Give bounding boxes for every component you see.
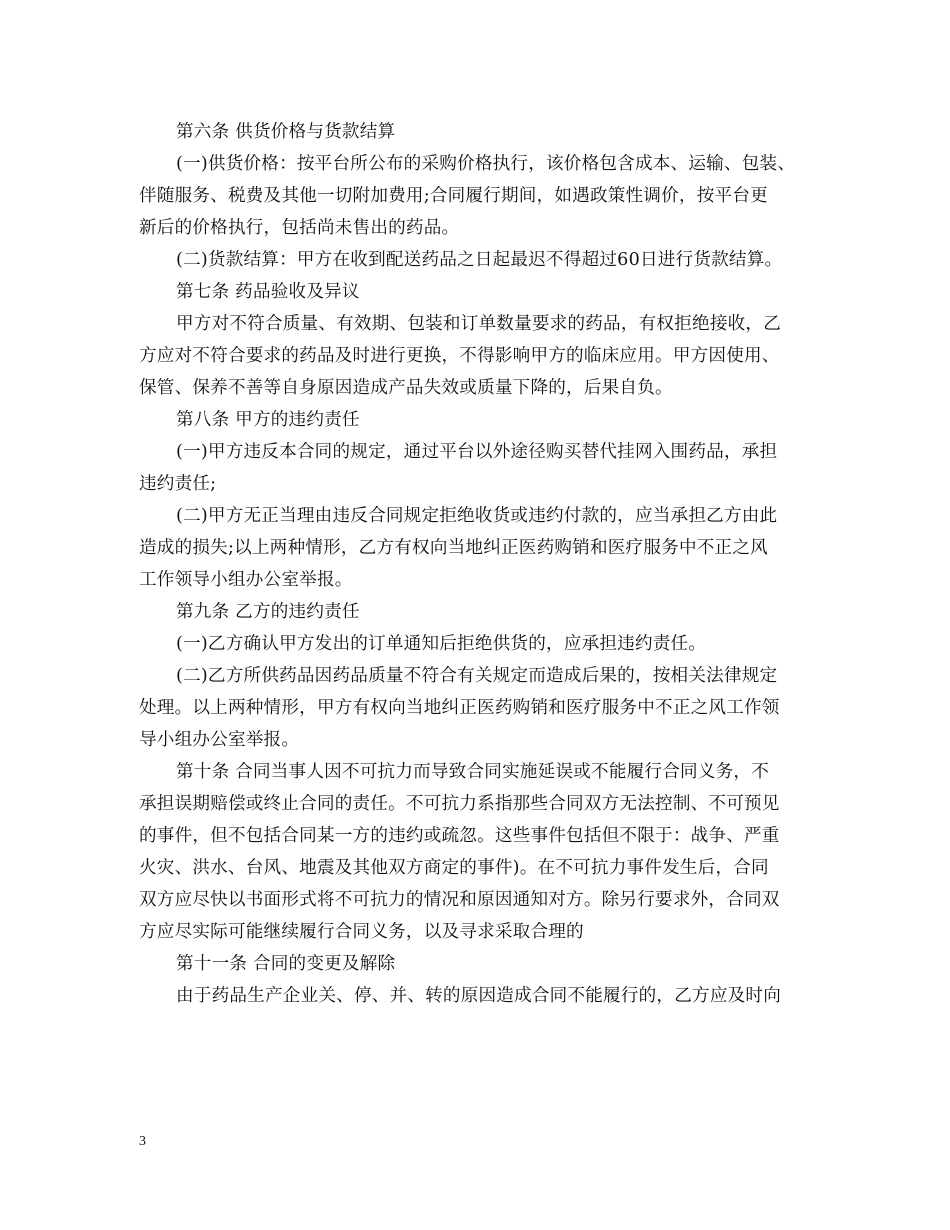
- paragraph-line: 由于药品生产企业关、停、并、转的原因造成合同不能履行的，乙方应及时向: [176, 986, 781, 1006]
- paragraph-line: 甲方对不符合质量、有效期、包装和订单数量要求的药品，有权拒绝接收，乙: [176, 314, 781, 334]
- paragraph-line: (一)乙方确认甲方发出的订单通知后拒绝供货的，应承担违约责任。: [176, 634, 707, 654]
- paragraph-line: 伴随服务、税费及其他一切附加费用;合同履行期间，如遇政策性调价，按平台更: [139, 186, 768, 206]
- article-heading: 第六条 供货价格与货款结算: [176, 122, 396, 142]
- paragraph-line: (一)供货价格：按平台所公布的采购价格执行，该价格包含成本、运输、包装、: [176, 154, 796, 174]
- article-heading: 第九条 乙方的违约责任: [176, 602, 360, 622]
- document-body: [139, 116, 829, 1012]
- paragraph-line: 承担误期赔偿或终止合同的责任。不可抗力系指那些合同双方无法控制、不可预见: [139, 794, 780, 814]
- page-number: 3: [139, 1134, 146, 1149]
- paragraph-line: 双方应尽快以书面形式将不可抗力的情况和原因通知对方。除另行要求外，合同双: [139, 890, 780, 910]
- paragraph-line: 违约责任;: [139, 474, 217, 494]
- paragraph-line: (一)甲方违反本合同的规定，通过平台以外途径购买替代挂网入围药品，承担: [176, 442, 778, 462]
- paragraph-line: 方应尽实际可能继续履行合同义务，以及寻求采取合理的: [139, 922, 584, 942]
- paragraph-line: (二)货款结算：甲方在收到配送药品之日起最迟不得超过60日进行货款结算。: [176, 250, 783, 270]
- article-heading: 第十一条 合同的变更及解除: [176, 954, 396, 974]
- paragraph-line: 新后的价格执行，包括尚未售出的药品。: [139, 218, 460, 238]
- paragraph-line: (二)甲方无正当理由违反合同规定拒绝收货或违约付款的，应当承担乙方由此: [176, 506, 778, 526]
- paragraph-line: 处理。以上两种情形，甲方有权向当地纠正医药购销和医疗服务中不正之风工作领: [139, 698, 780, 718]
- paragraph-line: 保管、保养不善等自身原因造成产品失效或质量下降的，后果自负。: [139, 378, 673, 398]
- paragraph-line: 的事件，但不包括合同某一方的违约或疏忽。这些事件包括但不限于：战争、严重: [139, 826, 780, 846]
- paragraph-line: 第十条 合同当事人因不可抗力而导致合同实施延误或不能履行合同义务，不: [176, 762, 769, 782]
- paragraph-line: 工作领导小组办公室举报。: [139, 570, 353, 590]
- paragraph-line: 造成的损失;以上两种情形，乙方有权向当地纠正医药购销和医疗服务中不正之风: [139, 538, 768, 558]
- article-heading: 第八条 甲方的违约责任: [176, 410, 360, 430]
- paragraph-line: 方应对不符合要求的药品及时进行更换，不得影响甲方的临床应用。甲方因使用、: [139, 346, 780, 366]
- article-heading: 第七条 药品验收及异议: [176, 282, 360, 302]
- paragraph-line: (二)乙方所供药品因药品质量不符合有关规定而造成后果的，按相关法律规定: [176, 666, 778, 686]
- paragraph-line: 火灾、洪水、台风、地震及其他双方商定的事件)。在不可抗力事件发生后，合同: [139, 858, 769, 878]
- paragraph-line: 导小组办公室举报。: [139, 730, 300, 750]
